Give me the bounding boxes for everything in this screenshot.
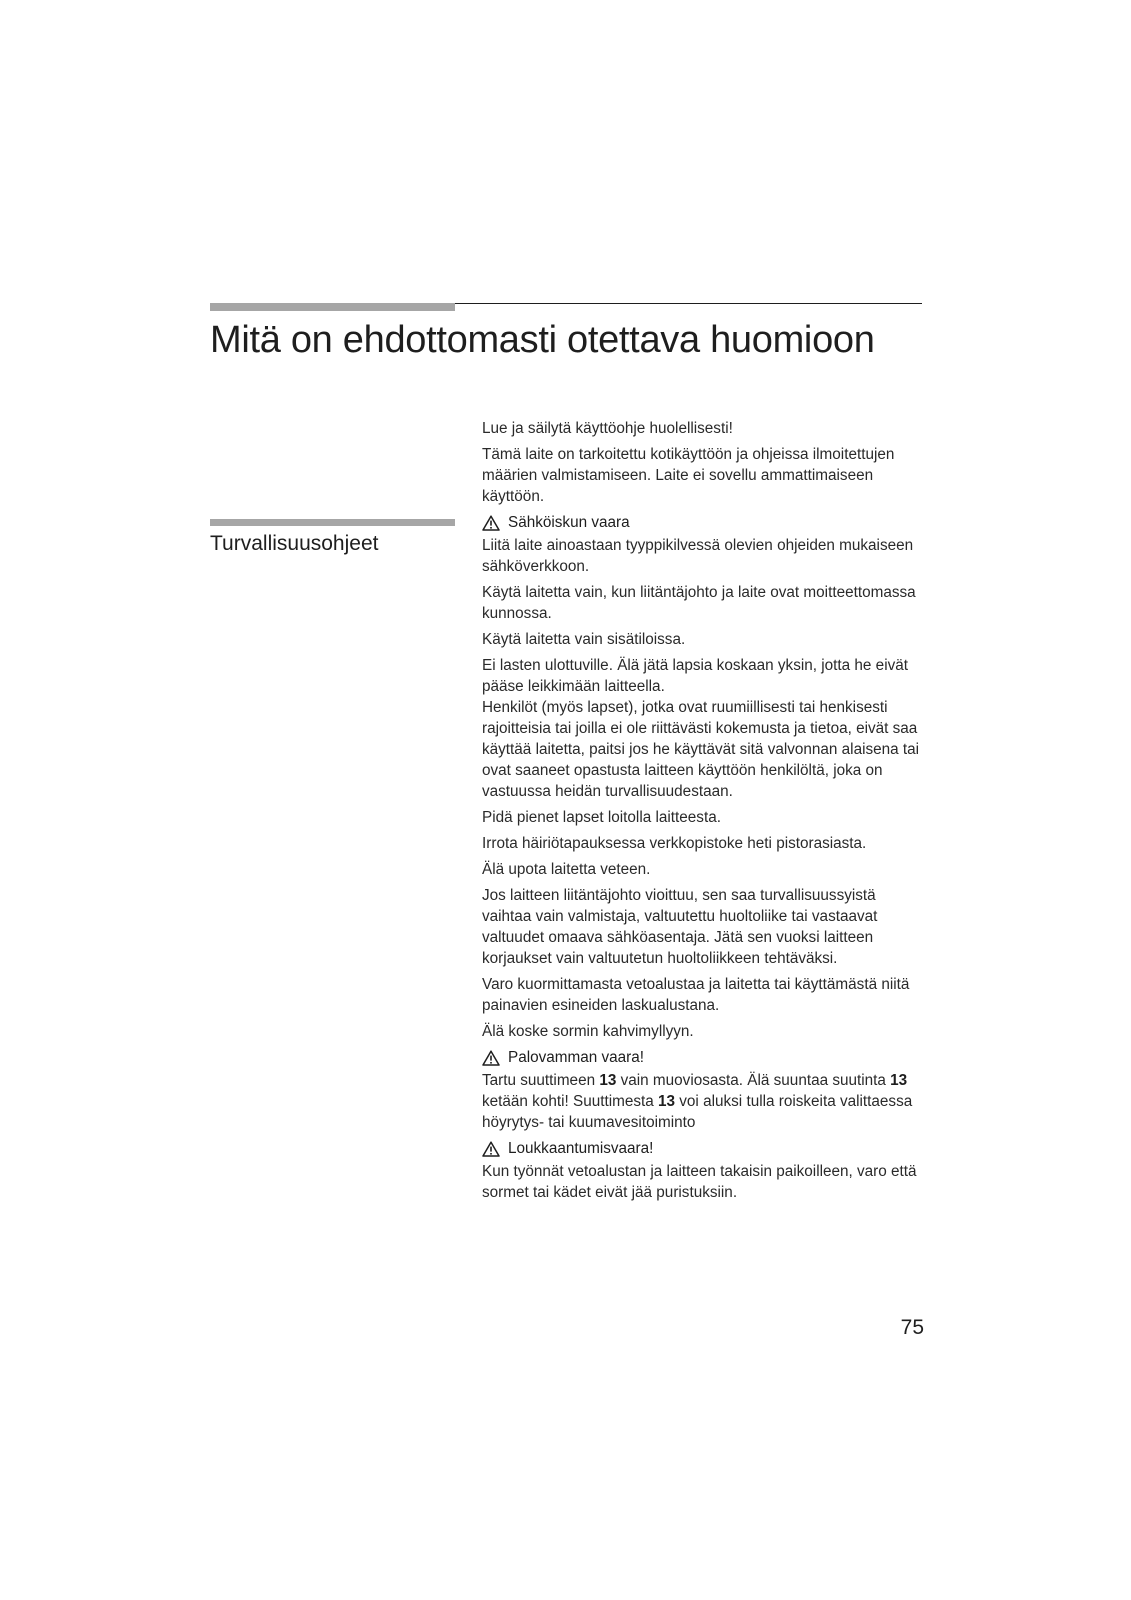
- electric-paragraph: Käytä laitetta vain, kun liitäntäjohto ja laite ovat moitteettomassa kunnossa.: [482, 584, 916, 622]
- page-title: Mitä on ehdottomasti otettava huomioon: [210, 319, 875, 361]
- title-rule-thin: [455, 303, 922, 304]
- electric-paragraph: Liitä laite ainoastaan tyyppikilvessä olevien ohjeiden mukaiseen sähköverkkoon.: [482, 537, 914, 575]
- title-rule-thick: [210, 303, 455, 311]
- electric-paragraph: Käytä laitetta vain sisätiloissa.: [482, 631, 686, 648]
- electric-paragraph: Ei lasten ulottuville. Älä jätä lapsia koskaan yksin, jotta he eivät pääse leikkimään laitteella.: [482, 657, 908, 695]
- electric-paragraph: Henkilöt (myös lapset), jotka ovat ruumiillisesti tai henkisesti rajoitteisia tai joilla ei ole riittävästi kokemusta ja tietoa, eivät saa käyttää laitetta, paitsi jos he käyttävät sitä valvonnan alaisena tai ovat saaneet opastusta laitteen käyttöön henkilöltä, joka on vastuussa heidän turvallisuudestaan.: [482, 699, 920, 800]
- injury-paragraph: Kun työnnät vetoalustan ja laitteen takaisin paikoilleen, varo että sormet tai kädet eivät jää puristuksiin.: [482, 1163, 917, 1201]
- warning-triangle-icon: [482, 1050, 500, 1066]
- page-number: 75: [900, 1316, 924, 1339]
- injury-warning-heading: [482, 1138, 927, 1159]
- burn-paragraph: [482, 1070, 927, 1133]
- electric-paragraph: Varo kuormittamasta vetoalustaa ja laitetta tai käyttämästä niitä painavien esineiden laskualustana.: [482, 976, 910, 1014]
- injury-warning-title: Loukkaantumisvaara!: [508, 1140, 654, 1157]
- burn-text-part: ketään kohti! Suuttimesta: [482, 1093, 659, 1110]
- warning-triangle-icon: [482, 515, 500, 531]
- section-rule: [210, 519, 455, 526]
- burn-warning-title: Palovamman vaara!: [508, 1049, 645, 1066]
- nozzle-reference-number: 13: [658, 1093, 676, 1110]
- electric-warning-heading: [482, 512, 927, 533]
- nozzle-reference-number: 13: [890, 1072, 908, 1089]
- burn-text-part: Tartu suuttimeen: [482, 1072, 600, 1089]
- intro-paragraph-1: Lue ja säilytä käyttöohje huolellisesti!: [482, 420, 733, 437]
- warning-triangle-icon: [482, 1141, 500, 1157]
- electric-paragraph: Irrota häiriötapauksessa verkkopistoke heti pistorasiasta.: [482, 835, 867, 852]
- electric-paragraph: Älä upota laitetta veteen.: [482, 861, 651, 878]
- burn-warning-heading: [482, 1047, 927, 1068]
- electric-warning-title: Sähköiskun vaara: [508, 514, 630, 531]
- text-column: [482, 418, 927, 1208]
- electric-paragraph: Pidä pienet lapset loitolla laitteesta.: [482, 809, 721, 826]
- burn-text-part: vain muoviosasta. Älä suuntaa suutinta: [616, 1072, 891, 1089]
- section-heading: Turvallisuusohjeet: [210, 532, 379, 555]
- electric-paragraph: Jos laitteen liitäntäjohto vioittuu, sen saa turvallisuussyistä vaihtaa vain valmistaja, valtuutettu huoltoliike tai vastaavat valtuudet omaava sähköasentaja. Jätä sen vuoksi laitteen korjaukset vain valtuutetun huoltoliikkeen tehtäväksi.: [482, 887, 878, 967]
- electric-paragraph: Älä koske sormin kahvimyllyyn.: [482, 1023, 694, 1040]
- intro-paragraph-2: Tämä laite on tarkoitettu kotikäyttöön ja ohjeissa ilmoitettujen määrien valmistamiseen. Laite ei sovellu ammattimaiseen käyttöön.: [482, 446, 895, 505]
- burn-text-part: voi aluksi tulla roiskeita valittaessa höyrytys- tai kuumavesitoiminto: [482, 1093, 913, 1131]
- nozzle-reference-number: 13: [599, 1072, 617, 1089]
